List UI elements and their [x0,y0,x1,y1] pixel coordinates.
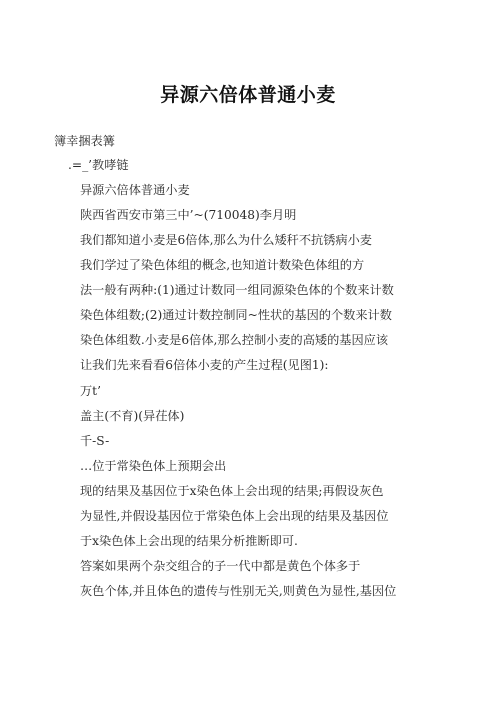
document-title: 异源六倍体普通小麦 [160,84,336,106]
text-line-13: 千-S- [80,434,110,448]
text-line-16: 为显性,并假设基因位于常染色体上会出现的结果及基因位 [80,509,389,523]
text-line-11: 万t’ [80,384,101,398]
text-line-15: 现的结果及基因位于x染色体上会出现的结果;再假设灰色 [80,484,384,498]
text-line-4: 陕西省西安市第三中’~(710048)李月明 [80,208,297,222]
text-line-18: 答案如果两个杂交组合的子一代中都是黄色个体多于 [80,559,361,573]
text-line-6: 我们学过了染色体组的概念,也知道计数染色体组的方 [80,258,365,272]
text-line-8: 染色体组数;(2)通过计数控制同~性状的基因的个数来计数 [80,308,392,322]
text-line-14: …位于常染色体上预期会出 [80,459,227,473]
text-line-1: 簿幸捆表篝 [54,134,115,148]
text-line-10: 让我们先来看看6倍体小麦的产生过程(见图1): [80,358,329,372]
text-line-3: 异源六倍体普通小麦 [80,183,190,197]
text-line-12: 盖主(不育)(异茌体) [80,409,185,423]
text-line-5: 我们都知道小麦是6倍体,那么为什么矮秆不抗锈病小麦 [80,233,372,247]
text-line-17: 于x染色体上会出现的结果分析推断即可. [80,534,298,548]
text-line-19: 灰色个体,并且体色的遗传与性别无关,则黄色为显性,基因位 [80,584,397,598]
text-line-7: 法一般有两种:(1)通过计数同一组同源染色体的个数来计数 [80,283,394,297]
text-line-9: 染色体组数.小麦是6倍体,那么控制小麦的高矮的基因应该 [80,333,389,347]
text-line-2: .=_’教哮链 [68,158,129,172]
